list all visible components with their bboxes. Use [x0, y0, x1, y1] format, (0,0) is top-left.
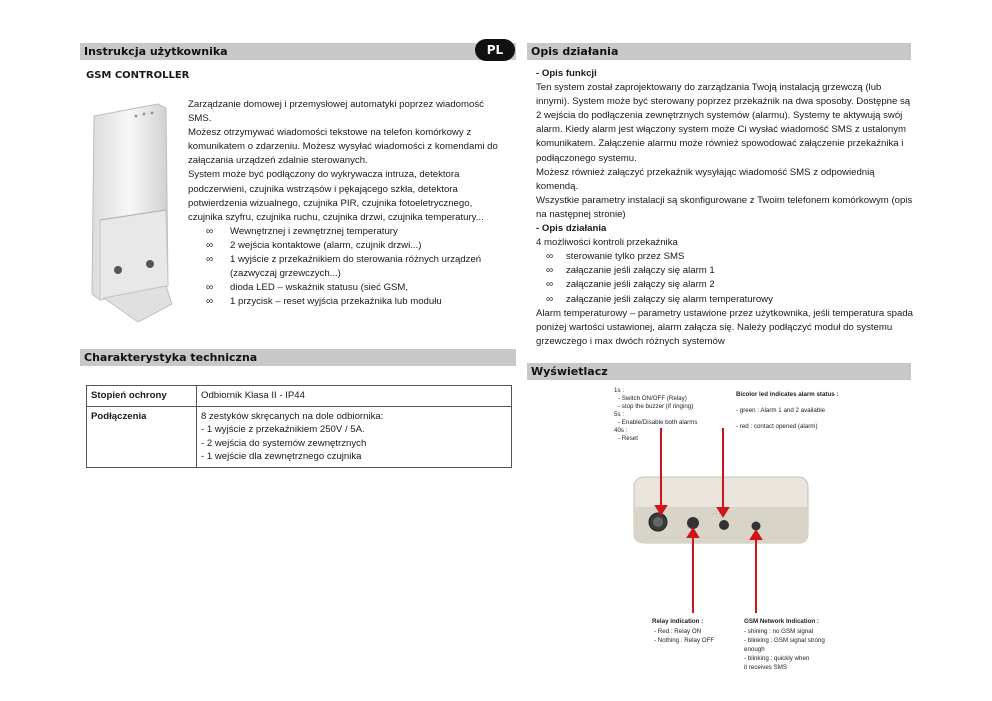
function-paragraph: Ten system został zaprojektowany do zarządzania Twoją instalacją grzewczą (lub innymi). System może być sterowany poprzez przekaźnik na dwa sposoby. Dostępne są 2 wejścia do podłączenia zewnętrznych systemów (alarmu). Systemy te aktywują swój alarm. Kiedy alarm jest włączony system może Ci wysłać wiadomość SMS z ustalonym komunikatem. Załączenie alarmu może również spowodować załączenie przekaźnika i podłączonego systemu.: [536, 82, 911, 164]
table-cell-value: Odbiornik Klasa II - IP44: [197, 386, 512, 407]
button-info-line: - Reset: [618, 435, 638, 442]
function-heading: - Opis funkcji: [536, 68, 597, 79]
relay-line: - Nothing : Relay OFF: [654, 637, 715, 644]
button-info-line: 5s :: [614, 411, 624, 418]
display-header: [527, 363, 911, 380]
user-manual-title: Instrukcja użytkownika: [84, 45, 228, 58]
table-cell-key: Podłączenia: [87, 406, 197, 467]
tech-spec-table: [86, 385, 512, 468]
gsm-line: - blinking : GSM signal strong: [744, 637, 825, 644]
led-green-line: - green : Alarm 1 and 2 available: [736, 407, 826, 414]
function-paragraph: Możesz również załączyć przekaźnik wysyłając wiadomość SMS z odpowiednią komendą.: [536, 166, 875, 192]
list-item: ∞ sterowanie tylko przez SMS: [536, 250, 916, 264]
gsm-line: - shining : no GSM signal: [744, 628, 814, 635]
infinity-icon: ∞: [546, 265, 554, 277]
table-row: [87, 386, 512, 407]
table-cell-value: 8 zestyków skręcanych na dole odbiornika: - 1 wyjście z przekaźnikiem 250V / 5A. - 2 wejścia do systemów zewnętrznych - 1 wejście dla zewnętrznego czujnika: [197, 406, 512, 467]
relay-title: Relay indication :: [652, 618, 704, 625]
table-cell-key: Stopień ochrony: [87, 386, 197, 407]
button-info-line: - stop the buzzer (if ringing): [618, 403, 694, 410]
list-item: ∞ załączanie jeśli załączy się alarm 1: [536, 264, 916, 278]
operation-title: Opis działania: [531, 45, 619, 58]
button-info-line: 1s :: [614, 387, 624, 394]
list-item: ∞ załączanie jeśli załączy się alarm 2: [536, 278, 916, 292]
list-item: ∞ załączanie jeśli załączy się alarm temperaturowy: [536, 293, 916, 307]
gsm-line: it receives SMS: [744, 664, 787, 671]
operation-header: [527, 43, 911, 60]
user-manual-header: [80, 43, 516, 60]
infinity-icon: ∞: [206, 225, 214, 237]
gsm-line: enough: [744, 646, 765, 653]
product-title: GSM CONTROLLER: [86, 70, 190, 81]
infinity-icon: ∞: [206, 239, 214, 251]
intro-paragraph: System może być podłączony do wykrywacza intruza, detektora podczerwieni, czujnika wstrząsów i pękającego szkła, detektora potwierdzenia wizualnego, czujnika PIR, czujnika fotoeletrycznego, czujnika szyfru, czujnika ruchu, czujnika drzwi, czujnika temperatury...: [188, 169, 484, 223]
infinity-icon: ∞: [206, 282, 214, 294]
infinity-icon: ∞: [206, 254, 214, 266]
feature-list: [188, 225, 506, 310]
intro-paragraph: Zarządzanie domowej i przemysłowej automatyki poprzez wiadomość SMS.: [188, 99, 484, 125]
relay-control-list: [536, 250, 916, 306]
led-label: · · ·: [713, 511, 720, 516]
tech-spec-title: Charakterystyka techniczna: [84, 351, 258, 364]
button-info-line: - Switch ON/OFF (Relay): [618, 395, 687, 402]
list-item: ∞ Wewnętrznej i zewnętrznej temperatury: [188, 225, 506, 239]
relay-line: - Red : Relay ON: [654, 628, 702, 635]
led-red-line: - red : contact opened (alarm): [736, 423, 818, 430]
tech-spec-header: [80, 349, 516, 366]
gsm-title: GSM Network Indication :: [744, 618, 819, 625]
button-info-line: - Enable/Disable both alarms: [618, 419, 698, 426]
function-paragraph: Wszystkie parametry instalacji są skonfigurowane z Twoim telefonem komórkowym (opis na następnej stronie): [536, 194, 913, 220]
list-item: ∞ 1 wyjście z przekaźnikiem do sterowania różnych urządzeń (zazwyczaj grzewczych...): [206, 254, 482, 280]
infinity-icon: ∞: [546, 279, 554, 291]
list-item: ∞ 2 wejścia kontaktowe (alarm, czujnik drzwi...): [188, 239, 506, 253]
intro-text: [188, 98, 506, 309]
display-diagram: [586, 383, 856, 685]
intro-paragraph: Możesz otrzymywać wiadomości tekstowe na telefon komórkowy z komunikatem o zdarzeniu. Możesz wysyłać wiadomości z komendami do załączania urządzeń zdalnie sterowanych.: [188, 127, 498, 167]
infinity-icon: ∞: [206, 296, 214, 308]
language-badge: PL: [475, 39, 515, 61]
table-row: [87, 406, 512, 467]
gsm-line: - blinking : quickly when: [744, 655, 810, 662]
infinity-icon: ∞: [546, 251, 554, 263]
operation-intro: 4 możliwości kontroli przekaźnika: [536, 237, 678, 249]
led-title: Bicolor led indicates alarm status :: [736, 391, 839, 398]
operation-description: [536, 67, 916, 349]
list-item: ∞ dioda LED – wskaźnik statusu (sieć GSM,: [188, 281, 506, 295]
gsm-controller-device-image: [80, 100, 178, 322]
infinity-icon: ∞: [546, 293, 554, 305]
display-title: Wyświetlacz: [531, 365, 608, 378]
button-info-line: 40s :: [614, 427, 628, 434]
operation-heading: - Opis działania: [536, 223, 607, 235]
temperature-alarm-paragraph: Alarm temperaturowy – parametry ustawione przez użytkownika, jeśli temperatura spada poniżej wartości ustawionej, alarm załącza się. Należy podłączyć moduł do systemu grzewczego i max dwóch różnych systemów: [536, 307, 913, 347]
list-item: ∞ 1 przycisk – reset wyjścia przekaźnika lub modułu: [188, 295, 506, 309]
